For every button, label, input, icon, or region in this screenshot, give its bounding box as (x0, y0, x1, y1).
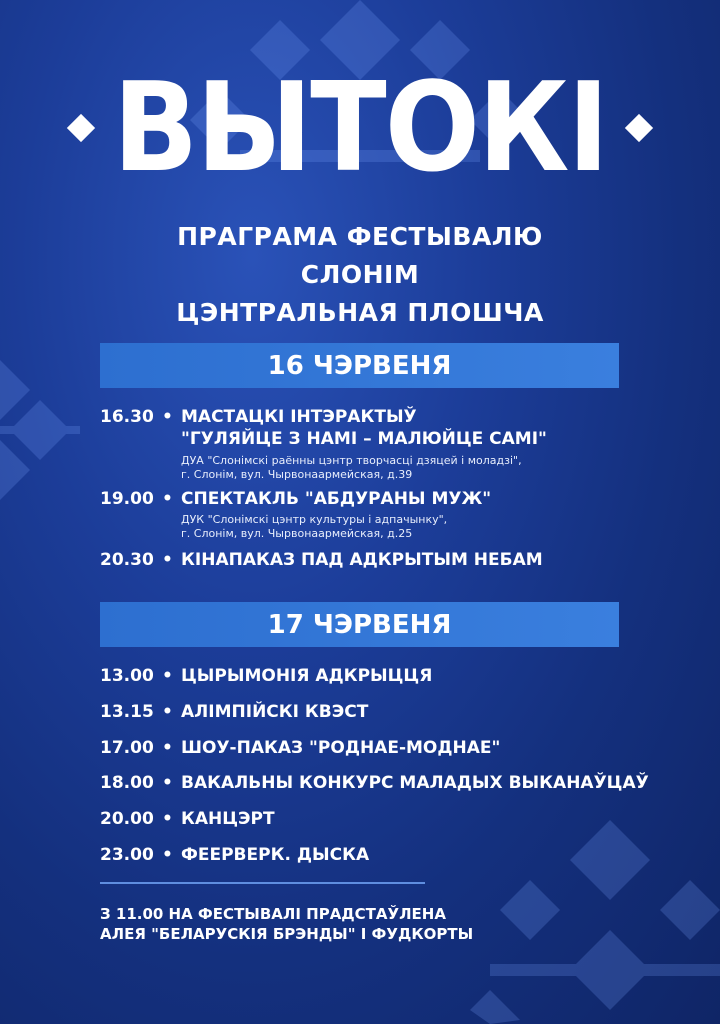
bullet-icon: • (162, 489, 173, 509)
event-name: ФЕЕРВЕРК. ДЫСКА (181, 845, 370, 865)
bullet-icon: • (162, 809, 173, 829)
footer-note (100, 904, 473, 944)
snowflake-ornament-left (0, 330, 90, 510)
program-header (0, 218, 720, 332)
event-name: ЦЫРЫМОНІЯ АДКРЫЦЦЯ (181, 666, 433, 686)
event-row (100, 772, 700, 794)
header-line-3: ЦЭНТРАЛЬНАЯ ПЛОШЧА (176, 298, 544, 327)
bullet-icon: • (162, 738, 173, 758)
event-time: 13.00 (100, 666, 154, 686)
event-row (100, 488, 700, 544)
event-name-line-2: "ГУЛЯЙЦЕ З НАМІ – МАЛЮЙЦЕ САМІ" (181, 429, 547, 449)
divider (100, 882, 425, 884)
header-line-1: ПРАГРАМА ФЕСТЫВАЛЮ (177, 222, 543, 251)
bullet-icon: • (162, 773, 173, 793)
event-time: 20.00 (100, 809, 154, 829)
header-line-2: СЛОНІМ (300, 260, 420, 289)
event-time: 19.00 (100, 489, 154, 509)
day-banner-16: 16 ЧЭРВЕНЯ (100, 343, 619, 388)
event-row (100, 406, 700, 482)
event-name: КІНАПАКАЗ ПАД АДКРЫТЫМ НЕБАМ (181, 550, 543, 570)
event-name: КАНЦЭРТ (181, 809, 275, 829)
event-time: 16.30 (100, 407, 154, 427)
event-venue-line-2: г. Слонім, вул. Чырвонаармейская, д.39 (181, 468, 413, 481)
event-row (100, 808, 700, 830)
bullet-icon: • (162, 666, 173, 686)
logo-text: ВЫТОКI (112, 56, 608, 200)
diamond-right-icon (625, 114, 653, 142)
bullet-icon: • (162, 550, 173, 570)
day-banner-17: 17 ЧЭРВЕНЯ (100, 602, 619, 647)
event-name: ШОУ-ПАКАЗ "РОДНАЕ-МОДНАЕ" (181, 738, 501, 758)
event-venue-line-2: г. Слонім, вул. Чырвонаармейская, д.25 (181, 527, 413, 540)
event-row (100, 737, 700, 759)
event-row (100, 844, 700, 866)
diamond-left-icon (67, 114, 95, 142)
event-row (100, 665, 700, 687)
event-row (100, 549, 700, 571)
footer-line-2: АЛЕЯ "БЕЛАРУСКІЯ БРЭНДЫ" І ФУДКОРТЫ (100, 925, 474, 943)
bullet-icon: • (162, 845, 173, 865)
bullet-icon: • (162, 407, 173, 427)
event-venue-line-1: ДУА "Слонімскі раённы цэнтр творчасці дзяцей і моладзі", (181, 454, 522, 467)
event-name: АЛІМПІЙСКІ КВЭСТ (181, 702, 369, 722)
event-venue-line-1: ДУК "Слонімскі цэнтр культуры і адпачынку", (181, 513, 448, 526)
event-name: СПЕКТАКЛЬ "АБДУРАНЫ МУЖ" (181, 489, 492, 509)
event-time: 20.30 (100, 550, 154, 570)
event-row (100, 701, 700, 723)
event-name: ВАКАЛЬНЫ КОНКУРС МАЛАДЫХ ВЫКАНАЎЦАЎ (181, 773, 649, 793)
event-time: 13.15 (100, 702, 154, 722)
festival-logo (0, 58, 720, 198)
event-time: 17.00 (100, 738, 154, 758)
event-time: 18.00 (100, 773, 154, 793)
event-time: 23.00 (100, 845, 154, 865)
event-name: МАСТАЦКI ІНТЭРАКТЫЎ (181, 407, 417, 427)
bullet-icon: • (162, 702, 173, 722)
footer-line-1: З 11.00 НА ФЕСТЫВАЛІ ПРАДСТАЎЛЕНА (100, 905, 446, 923)
